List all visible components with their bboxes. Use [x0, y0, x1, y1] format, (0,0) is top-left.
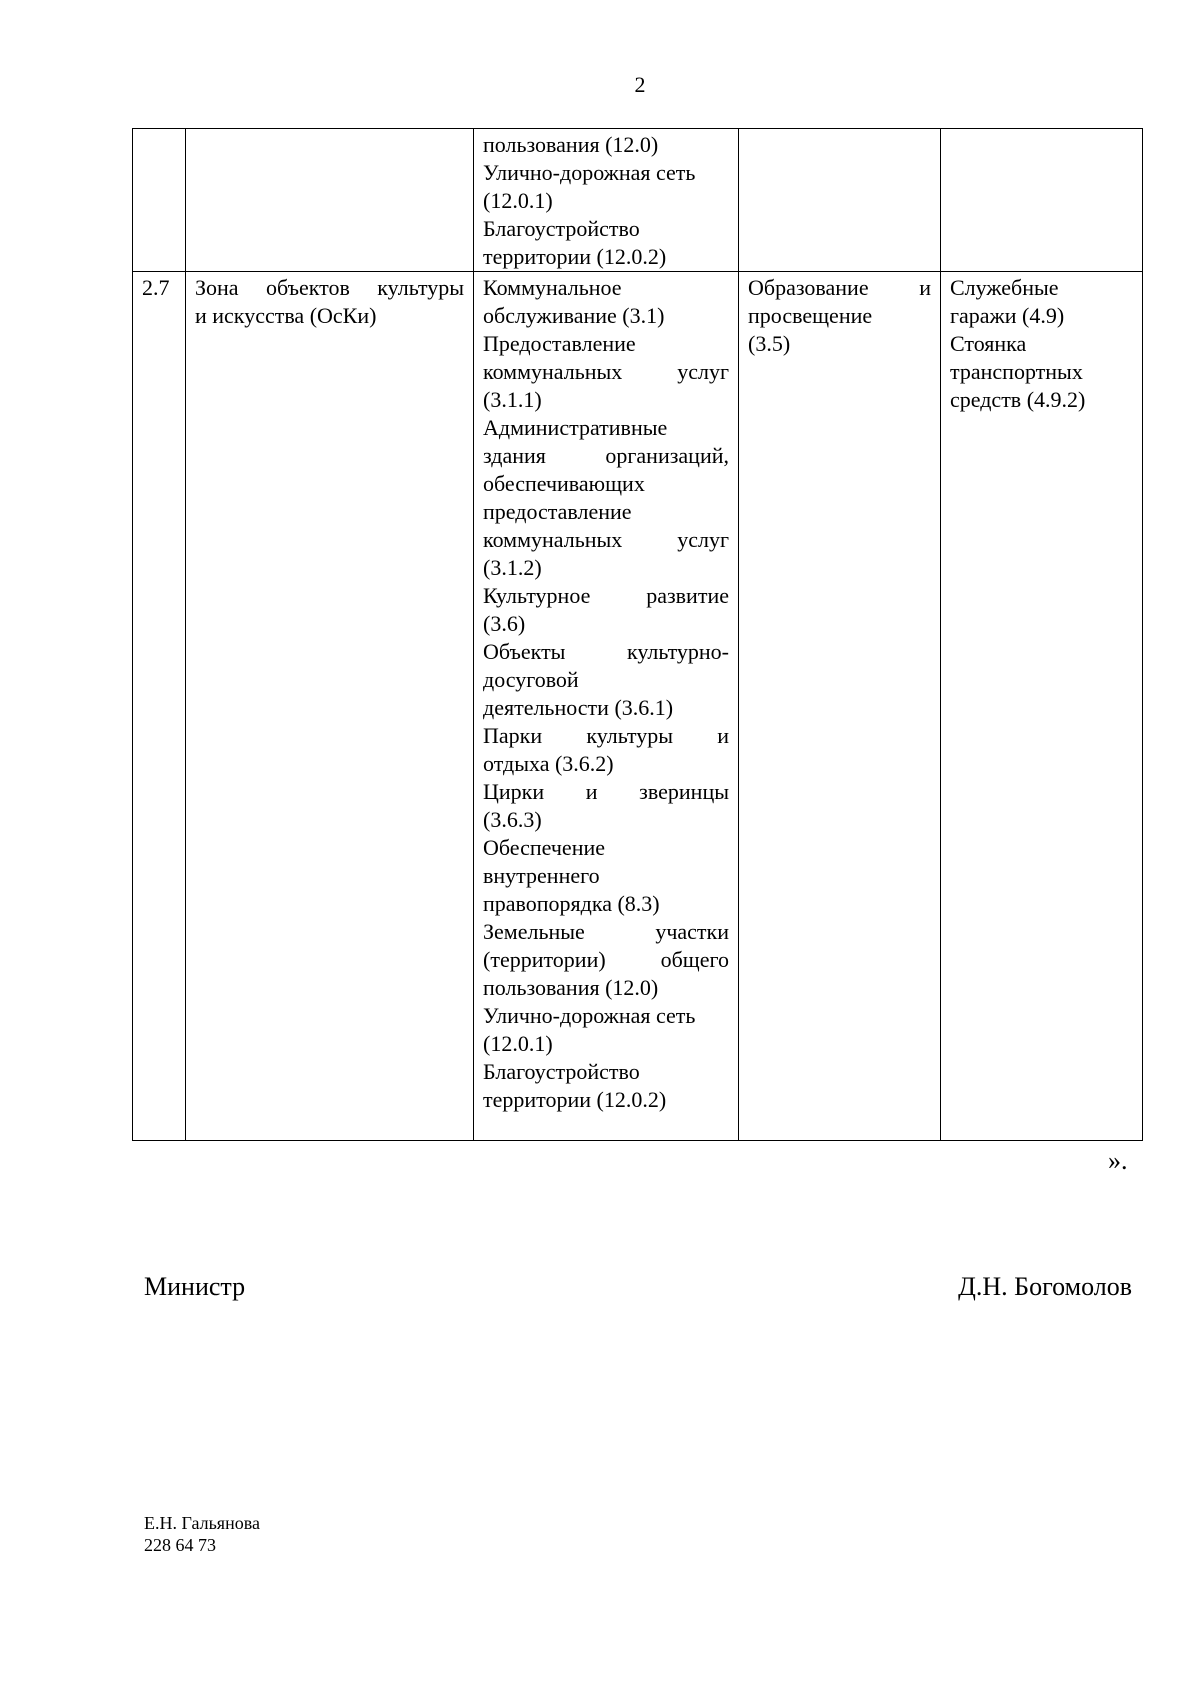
conditional-uses-cell: [739, 272, 941, 1141]
row-number-cell: [133, 129, 186, 272]
signature-title: Министр: [144, 1272, 246, 1301]
main-use-line: (3.1.1): [483, 387, 542, 412]
main-use-line: Объекты культурно-: [483, 639, 729, 664]
main-use-line: Улично-дорожная сеть: [483, 160, 696, 185]
main-use-line: внутреннего: [483, 863, 600, 888]
auxiliary-use-line: средств (4.9.2): [950, 387, 1086, 412]
executor-phone: 228 64 73: [144, 1535, 216, 1555]
main-use-line: Парки культуры и: [483, 723, 729, 748]
main-use-line: (территории) общего: [483, 947, 729, 972]
conditional-use-line: (3.5): [748, 331, 791, 356]
main-use-line: Культурное развитие: [483, 583, 729, 608]
auxiliary-use-line: транспортных: [950, 359, 1083, 384]
auxiliary-use-line: гаражи (4.9): [950, 303, 1065, 328]
auxiliary-uses-cell: [941, 272, 1143, 1141]
closing-quote: ».: [1108, 1146, 1128, 1175]
main-use-line: предоставление: [483, 499, 632, 524]
conditional-use-line: просвещение: [748, 303, 873, 328]
zone-name-cell: [186, 272, 474, 1141]
auxiliary-use-line: Служебные: [950, 275, 1059, 300]
main-uses-cell: [474, 129, 739, 272]
main-use-line: территории (12.0.2): [483, 244, 667, 269]
main-use-line: Благоустройство: [483, 216, 640, 241]
auxiliary-use-line: Стоянка: [950, 331, 1027, 356]
table-row: [133, 272, 1143, 1141]
zones-table: [132, 128, 1143, 1141]
main-use-line: отдыха (3.6.2): [483, 751, 614, 776]
main-uses-cell: [474, 272, 739, 1141]
main-use-line: Предоставление: [483, 331, 636, 356]
signature-name: Д.Н. Богомолов: [958, 1272, 1132, 1301]
main-use-line: досуговой: [483, 667, 579, 692]
main-use-line: здания организаций,: [483, 443, 729, 468]
conditional-uses-cell: [739, 129, 941, 272]
main-use-line: Земельные участки: [483, 919, 729, 944]
main-use-line: территории (12.0.2): [483, 1087, 667, 1112]
main-use-line: (12.0.1): [483, 1031, 553, 1056]
main-use-line: Благоустройство: [483, 1059, 640, 1084]
conditional-use-line: Образование и: [748, 275, 931, 300]
main-use-line: (3.1.2): [483, 555, 542, 580]
row-number-cell: 2.7: [133, 272, 186, 1141]
main-use-line: коммунальных услуг: [483, 359, 729, 384]
main-use-line: Улично-дорожная сеть: [483, 1003, 696, 1028]
main-use-line: Обеспечение: [483, 835, 605, 860]
zone-name-line: Зона объектов культуры: [195, 275, 464, 300]
main-use-line: Коммунальное: [483, 275, 622, 300]
main-use-line: Цирки и зверинцы: [483, 779, 729, 804]
executor-block: [144, 1512, 260, 1556]
main-use-line: деятельности (3.6.1): [483, 695, 674, 720]
main-use-line: обеспечивающих: [483, 471, 645, 496]
zone-name-line: и искусства (ОсКи): [195, 303, 377, 328]
executor-name: Е.Н. Гальянова: [144, 1513, 260, 1533]
main-use-line: пользования (12.0): [483, 132, 659, 157]
auxiliary-uses-cell: [941, 129, 1143, 272]
table-row: [133, 129, 1143, 272]
main-use-line: пользования (12.0): [483, 975, 659, 1000]
main-use-line: Административные: [483, 415, 668, 440]
main-use-line: (3.6): [483, 611, 526, 636]
zone-name-cell: [186, 129, 474, 272]
main-use-line: (3.6.3): [483, 807, 542, 832]
page-number: 2: [634, 72, 646, 97]
main-use-line: правопорядка (8.3): [483, 891, 660, 916]
main-use-line: коммунальных услуг: [483, 527, 729, 552]
main-use-line: (12.0.1): [483, 188, 553, 213]
main-use-line: обслуживание (3.1): [483, 303, 665, 328]
